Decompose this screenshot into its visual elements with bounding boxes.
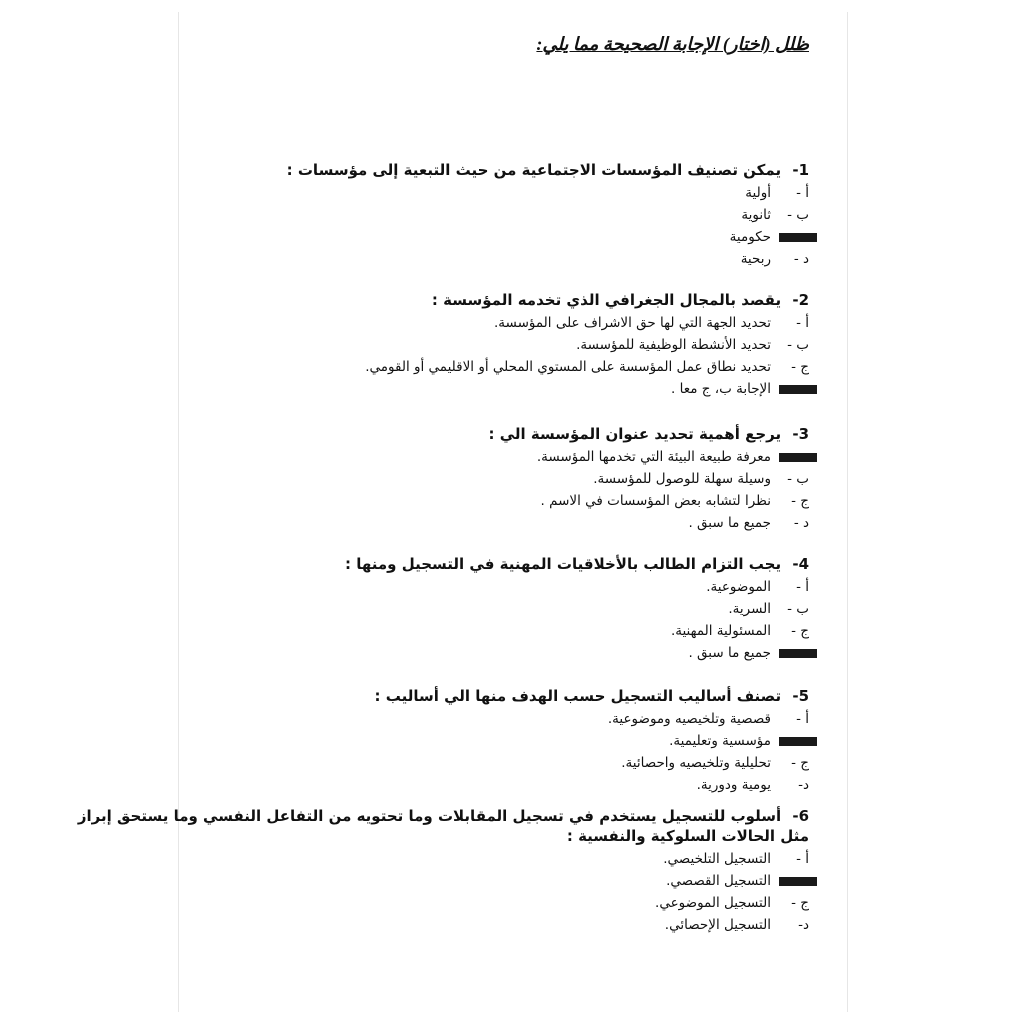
option-text: تحديد نطاق عمل المؤسسة على المستوي المحلي أو الاقليمي أو القومي. <box>365 359 771 375</box>
option-a[interactable] <box>78 848 809 870</box>
option-b-selected[interactable] <box>78 870 809 892</box>
option-text: مؤسسية وتعليمية. <box>669 733 771 749</box>
question-6 <box>78 806 809 936</box>
option-text: معرفة طبيعة البيئة التي تخدمها المؤسسة. <box>536 449 771 465</box>
question-continuation: مثل الحالات السلوكية والنفسية : <box>566 827 809 845</box>
option-c[interactable] <box>78 892 809 914</box>
option-text: التسجيل القصصي. <box>666 873 771 889</box>
option-b[interactable] <box>345 598 809 620</box>
option-letter: ب - <box>787 337 809 353</box>
question-stem: أسلوب للتسجيل يستخدم في تسجيل المقابلات وما تحتويه من التفاعل النفسي وما يستحق إبراز <box>77 807 782 825</box>
option-a[interactable] <box>375 708 810 730</box>
option-text: يومية ودورية. <box>696 777 771 793</box>
question-1 <box>287 160 809 270</box>
exam-sheet <box>77 12 848 1012</box>
option-a-selected[interactable] <box>489 446 810 468</box>
option-letter: ج - <box>791 493 809 509</box>
option-text: حكومية <box>729 229 771 245</box>
question-number: 5- <box>792 687 809 705</box>
option-text: ثانوية <box>741 207 771 223</box>
option-c-selected[interactable] <box>287 226 809 248</box>
option-text: التسجيل التلخيصي. <box>663 851 771 867</box>
question-stem: يمكن تصنيف المؤسسات الاجتماعية من حيث التبعية إلى مؤسسات : <box>286 161 782 179</box>
question-text <box>345 554 809 574</box>
option-letter: ج - <box>791 755 809 771</box>
option-text: جميع ما سبق . <box>688 515 771 531</box>
question-3 <box>489 424 810 534</box>
question-stem: تصنف أساليب التسجيل حسب الهدف منها الي أساليب : <box>374 687 782 705</box>
question-number: 2- <box>792 291 809 309</box>
option-letter: ب - <box>787 207 809 223</box>
question-text <box>287 160 809 180</box>
question-stem: يقصد بالمجال الجغرافي الذي تخدمه المؤسسة : <box>431 291 782 309</box>
question-stem: يجب التزام الطالب بالأخلاقيات المهنية في التسجيل ومنها : <box>344 555 782 573</box>
option-text: قصصية وتلخيصيه وموضوعية. <box>607 711 771 727</box>
answer-mark <box>779 453 817 462</box>
option-text: تحليلية وتلخيصيه واحصائية. <box>621 755 771 771</box>
option-a[interactable] <box>345 576 809 598</box>
answer-mark <box>779 649 817 658</box>
question-stem: يرجع أهمية تحديد عنوان المؤسسة الي : <box>488 425 782 443</box>
options-list <box>287 182 809 270</box>
option-letter: أ - <box>796 315 809 331</box>
question-2 <box>365 290 809 400</box>
option-text: أولية <box>745 185 771 201</box>
option-letter: أ - <box>796 185 809 201</box>
option-text: جميع ما سبق . <box>688 645 771 661</box>
option-c[interactable] <box>375 752 810 774</box>
option-letter: د- <box>798 917 809 933</box>
option-letter: أ - <box>796 851 809 867</box>
answer-mark <box>779 877 817 886</box>
question-text <box>375 686 810 706</box>
option-d[interactable] <box>375 774 810 796</box>
option-b-selected[interactable] <box>375 730 810 752</box>
option-text: الإجابة ب، ج معا . <box>671 381 771 397</box>
option-letter: ج - <box>791 895 809 911</box>
question-number: 6- <box>792 807 809 825</box>
options-list <box>78 848 809 936</box>
option-text: الموضوعية. <box>706 579 771 595</box>
question-4 <box>345 554 809 664</box>
question-text <box>78 806 809 826</box>
option-d-selected[interactable] <box>345 642 809 664</box>
option-d[interactable] <box>287 248 809 270</box>
option-letter: أ - <box>796 711 809 727</box>
option-text: السرية. <box>728 601 771 617</box>
option-letter: د - <box>793 251 809 267</box>
page-title: ظلل (اختار) الإجابة الصحيحة مما يلي: <box>536 34 809 54</box>
option-text: تحديد الجهة التي لها حق الاشراف على المؤسسة. <box>494 315 771 331</box>
option-letter: ب - <box>787 471 809 487</box>
options-list <box>365 312 809 400</box>
option-c[interactable] <box>365 356 809 378</box>
question-5 <box>375 686 810 796</box>
question-number: 4- <box>792 555 809 573</box>
option-a[interactable] <box>287 182 809 204</box>
options-list <box>489 446 810 534</box>
option-text: نظرا لتشابه بعض المؤسسات في الاسم . <box>540 493 771 509</box>
option-letter: د - <box>793 515 809 531</box>
option-d[interactable] <box>489 512 810 534</box>
option-b[interactable] <box>287 204 809 226</box>
question-text <box>489 424 810 444</box>
option-a[interactable] <box>365 312 809 334</box>
option-text: ربحية <box>740 251 771 267</box>
option-letter: أ - <box>796 579 809 595</box>
option-d-selected[interactable] <box>365 378 809 400</box>
option-text: التسجيل الإحصائي. <box>664 917 771 933</box>
option-letter: ج - <box>791 359 809 375</box>
answer-mark <box>779 233 817 242</box>
option-b[interactable] <box>489 468 810 490</box>
option-text: وسيلة سهلة للوصول للمؤسسة. <box>593 471 771 487</box>
options-list <box>375 708 810 796</box>
option-text: تحديد الأنشطة الوظيفية للمؤسسة. <box>576 337 771 353</box>
question-number: 1- <box>792 161 809 179</box>
options-list <box>345 576 809 664</box>
option-text: المسئولية المهنية. <box>670 623 771 639</box>
question-text <box>365 290 809 310</box>
option-letter: ج - <box>791 623 809 639</box>
option-text: التسجيل الموضوعي. <box>655 895 771 911</box>
answer-mark <box>779 385 817 394</box>
option-letter: ب - <box>787 601 809 617</box>
option-d[interactable] <box>78 914 809 936</box>
option-c[interactable] <box>489 490 810 512</box>
answer-mark <box>779 737 817 746</box>
question-number: 3- <box>792 425 809 443</box>
option-letter: د- <box>798 777 809 793</box>
option-b[interactable] <box>365 334 809 356</box>
option-c[interactable] <box>345 620 809 642</box>
